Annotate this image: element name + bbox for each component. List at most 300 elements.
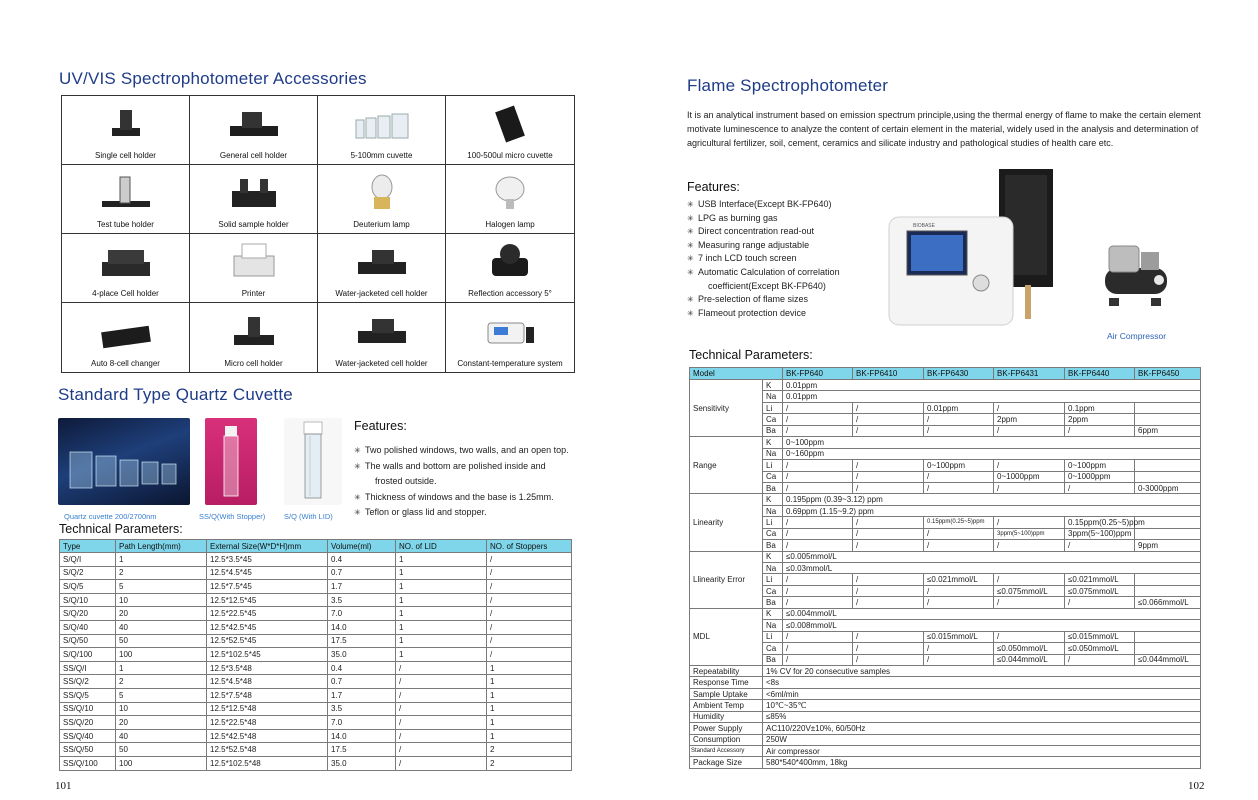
table-row bbox=[690, 460, 1201, 471]
table-row bbox=[60, 634, 572, 648]
table-cell: / bbox=[853, 425, 924, 436]
stopper-cuvette-photo bbox=[205, 418, 257, 505]
accessories-grid bbox=[61, 95, 575, 373]
accessory-cell bbox=[446, 234, 574, 303]
accessory-label: 5-100mm cuvette bbox=[350, 151, 413, 160]
parameter-name: Repeatability bbox=[690, 665, 763, 676]
table-cell: 1 bbox=[396, 607, 487, 621]
table-cell: ≤0.015mmol/L bbox=[924, 631, 994, 642]
table-cell: ≤0.021mmol/L bbox=[1065, 574, 1135, 585]
parameter-name: Linearity bbox=[690, 494, 763, 551]
element-symbol: K bbox=[763, 437, 783, 448]
table-cell: 12.5*4.5*48 bbox=[207, 675, 328, 689]
table-row bbox=[690, 711, 1201, 722]
element-symbol: Na bbox=[763, 391, 783, 402]
table-cell: / bbox=[994, 402, 1065, 413]
table-header-cell: BK-FP6431 bbox=[994, 368, 1065, 380]
table-cell: ≤0.021mmol/L bbox=[924, 574, 994, 585]
table-header-cell: Volume(ml) bbox=[328, 540, 396, 553]
table-cell: SS/Q/5 bbox=[60, 688, 116, 702]
table-cell: 1 bbox=[487, 661, 572, 675]
table-cell: 12.5*22.5*45 bbox=[207, 607, 328, 621]
table-cell: / bbox=[783, 574, 853, 585]
table-row bbox=[690, 471, 1201, 482]
parameter-name: Consumption bbox=[690, 734, 763, 745]
table-row bbox=[690, 597, 1201, 608]
element-symbol: Li bbox=[763, 517, 783, 528]
table-cell: 1 bbox=[396, 620, 487, 634]
auto-8-cell-changer-icon bbox=[94, 309, 158, 353]
accessory-cell bbox=[62, 303, 190, 372]
table-cell: / bbox=[783, 631, 853, 642]
flame-features-list bbox=[687, 198, 840, 320]
printer-icon bbox=[222, 240, 286, 284]
table-row bbox=[60, 620, 572, 634]
accessory-label: Water-jacketed cell holder bbox=[335, 359, 428, 368]
element-symbol: Ca bbox=[763, 528, 783, 539]
table-cell: / bbox=[853, 482, 924, 493]
table-cell: / bbox=[487, 607, 572, 621]
table-cell: / bbox=[924, 414, 994, 425]
table-cell: 2 bbox=[116, 566, 207, 580]
table-header-cell: BK-FP6430 bbox=[924, 368, 994, 380]
table-cell: 7.0 bbox=[328, 716, 396, 730]
table-cell: 20 bbox=[116, 607, 207, 621]
table-header-cell: Path Length(mm) bbox=[116, 540, 207, 553]
parameter-name: Ambient Temp bbox=[690, 700, 763, 711]
element-symbol: Ca bbox=[763, 414, 783, 425]
table-cell: 1 bbox=[396, 634, 487, 648]
table-cell: 12.5*52.5*48 bbox=[207, 743, 328, 757]
table-cell: 3.5 bbox=[328, 593, 396, 607]
table-cell: 9ppm bbox=[1135, 540, 1201, 551]
cuvette-tech-title: Technical Parameters: bbox=[59, 522, 183, 536]
table-cell: / bbox=[853, 528, 924, 539]
table-cell: / bbox=[396, 688, 487, 702]
table-cell: 1 bbox=[396, 553, 487, 567]
table-cell: ≤0.050mmol/L bbox=[994, 643, 1065, 654]
table-cell: / bbox=[783, 597, 853, 608]
cuvette-table bbox=[59, 539, 572, 771]
accessories-title: UV/VIS Spectrophotometer Accessories bbox=[59, 69, 367, 88]
table-cell: / bbox=[783, 540, 853, 551]
table-cell: Air compressor bbox=[763, 746, 1201, 757]
table-cell: / bbox=[853, 597, 924, 608]
table-row bbox=[690, 551, 1201, 562]
table-cell: / bbox=[1065, 482, 1135, 493]
air-compressor-label: Air Compressor bbox=[1107, 331, 1167, 341]
table-row bbox=[690, 528, 1201, 539]
table-cell: ≤0.050mmol/L bbox=[1065, 643, 1135, 654]
table-cell: 12.5*102.5*48 bbox=[207, 756, 328, 770]
element-symbol: Ba bbox=[763, 597, 783, 608]
table-row bbox=[690, 391, 1201, 402]
water-jacketed-cell-holder-icon bbox=[350, 309, 414, 353]
parameter-name: Llinearity Error bbox=[690, 551, 763, 608]
element-symbol: Ca bbox=[763, 471, 783, 482]
table-row bbox=[690, 414, 1201, 425]
table-cell bbox=[1135, 460, 1201, 471]
element-symbol: Ba bbox=[763, 654, 783, 665]
table-cell: / bbox=[783, 471, 853, 482]
table-row bbox=[60, 702, 572, 716]
constant-temperature-system-icon bbox=[478, 309, 542, 353]
table-row bbox=[690, 574, 1201, 585]
table-cell: 0~1000ppm bbox=[994, 471, 1065, 482]
feature-item: ✳ The walls and bottom are polished inside and bbox=[354, 459, 569, 475]
table-cell: 0.01ppm bbox=[783, 391, 1201, 402]
table-cell: 1 bbox=[487, 702, 572, 716]
table-cell: S/Q/2 bbox=[60, 566, 116, 580]
cuvette-features-list bbox=[354, 443, 569, 521]
table-cell: 0.1ppm bbox=[1065, 402, 1135, 413]
table-row bbox=[60, 566, 572, 580]
table-cell: 7.0 bbox=[328, 607, 396, 621]
table-cell: 2 bbox=[116, 675, 207, 689]
table-cell: / bbox=[924, 482, 994, 493]
accessory-label: Solid sample holder bbox=[218, 220, 289, 229]
table-cell: 100 bbox=[116, 756, 207, 770]
table-cell: 1.7 bbox=[328, 688, 396, 702]
table-row bbox=[690, 723, 1201, 734]
table-cell: / bbox=[994, 425, 1065, 436]
table-cell: 100 bbox=[116, 648, 207, 662]
table-cell: SS/Q/40 bbox=[60, 729, 116, 743]
accessory-cell bbox=[446, 96, 574, 165]
table-row bbox=[60, 756, 572, 770]
table-cell: 12.5*7.5*45 bbox=[207, 580, 328, 594]
element-symbol: Ca bbox=[763, 585, 783, 596]
table-cell: ≤0.004mmol/L bbox=[783, 608, 1201, 619]
feature-item: ✳ Direct concentration read-out bbox=[687, 225, 840, 239]
table-cell: / bbox=[1065, 597, 1135, 608]
table-cell bbox=[1135, 414, 1201, 425]
table-cell: 1 bbox=[487, 729, 572, 743]
table-cell: 12.5*52.5*45 bbox=[207, 634, 328, 648]
table-cell: 10 bbox=[116, 593, 207, 607]
parameter-name: Sensitivity bbox=[690, 380, 763, 437]
instrument-brand: BIOBASE bbox=[913, 223, 935, 229]
feature-item: ✳ 7 inch LCD touch screen bbox=[687, 252, 840, 266]
element-symbol: Na bbox=[763, 505, 783, 516]
table-row bbox=[60, 688, 572, 702]
table-cell: / bbox=[994, 631, 1065, 642]
table-cell: 12.5*4.5*45 bbox=[207, 566, 328, 580]
table-cell: 1 bbox=[487, 688, 572, 702]
table-cell: / bbox=[487, 593, 572, 607]
general-cell-holder-icon bbox=[222, 102, 286, 146]
table-cell: / bbox=[853, 402, 924, 413]
table-cell: / bbox=[783, 654, 853, 665]
table-cell: ≤0.044mmol/L bbox=[1135, 654, 1201, 665]
table-cell: 580*540*400mm, 18kg bbox=[763, 757, 1201, 768]
table-cell: / bbox=[994, 540, 1065, 551]
accessory-cell bbox=[190, 303, 318, 372]
feature-item: ✳ Flameout protection device bbox=[687, 307, 840, 321]
table-header-cell: BK-FP6450 bbox=[1135, 368, 1201, 380]
element-symbol: Li bbox=[763, 574, 783, 585]
table-cell: SS/Q/20 bbox=[60, 716, 116, 730]
table-cell: 14.0 bbox=[328, 729, 396, 743]
table-cell: ≤85% bbox=[763, 711, 1201, 722]
table-cell: 12.5*102.5*45 bbox=[207, 648, 328, 662]
table-cell: / bbox=[853, 517, 924, 528]
table-cell: 40 bbox=[116, 729, 207, 743]
table-cell: 0~100ppm bbox=[1065, 460, 1135, 471]
parameter-name: MDL bbox=[690, 608, 763, 665]
table-cell: 2 bbox=[487, 743, 572, 757]
table-cell: SS/Q/50 bbox=[60, 743, 116, 757]
table-cell bbox=[1135, 574, 1201, 585]
table-cell: 35.0 bbox=[328, 648, 396, 662]
deuterium-lamp-icon bbox=[350, 171, 414, 215]
feature-item: ✳ USB Interface(Except BK-FP640) bbox=[687, 198, 840, 212]
feature-item: ✳ Teflon or glass lid and stopper. bbox=[354, 505, 569, 521]
accessory-label: Test tube holder bbox=[97, 220, 154, 229]
table-row bbox=[690, 677, 1201, 688]
accessory-label: Reflection accessory 5° bbox=[468, 289, 552, 298]
accessory-label: Printer bbox=[241, 289, 266, 298]
table-cell: 5 bbox=[116, 688, 207, 702]
table-row bbox=[690, 425, 1201, 436]
accessory-label: General cell holder bbox=[219, 151, 288, 160]
accessory-cell bbox=[190, 165, 318, 234]
table-row bbox=[690, 700, 1201, 711]
table-cell: / bbox=[783, 482, 853, 493]
table-cell: / bbox=[924, 597, 994, 608]
table-cell: / bbox=[924, 654, 994, 665]
table-cell: / bbox=[396, 743, 487, 757]
table-header-cell: NO. of Stoppers bbox=[487, 540, 572, 553]
feature-item: ✳ Measuring range adjustable bbox=[687, 239, 840, 253]
table-cell: 10℃~35℃ bbox=[763, 700, 1201, 711]
element-symbol: Ba bbox=[763, 425, 783, 436]
quartz-cuvette-photo bbox=[58, 418, 190, 505]
table-cell: SS/Q/100 bbox=[60, 756, 116, 770]
table-cell: 50 bbox=[116, 743, 207, 757]
feature-item: ✳ LPG as burning gas bbox=[687, 212, 840, 226]
table-cell: 0.4 bbox=[328, 553, 396, 567]
accessory-cell bbox=[318, 303, 446, 372]
table-cell: 12.5*3.5*45 bbox=[207, 553, 328, 567]
element-symbol: Na bbox=[763, 563, 783, 574]
table-cell: / bbox=[924, 585, 994, 596]
table-cell: 1.7 bbox=[328, 580, 396, 594]
table-cell: 2ppm bbox=[1065, 414, 1135, 425]
table-row bbox=[60, 553, 572, 567]
table-row bbox=[690, 482, 1201, 493]
table-cell: 14.0 bbox=[328, 620, 396, 634]
table-cell: / bbox=[924, 528, 994, 539]
table-cell: 0.15ppm(0.25~5)ppm bbox=[1065, 517, 1135, 528]
table-cell bbox=[1135, 471, 1201, 482]
table-cell: / bbox=[487, 634, 572, 648]
table-header-cell: NO. of LID bbox=[396, 540, 487, 553]
accessory-cell bbox=[318, 96, 446, 165]
table-cell: 1 bbox=[487, 716, 572, 730]
table-cell: / bbox=[924, 425, 994, 436]
accessory-cell bbox=[318, 165, 446, 234]
table-cell: 1 bbox=[487, 675, 572, 689]
table-cell: / bbox=[853, 585, 924, 596]
accessory-cell bbox=[318, 234, 446, 303]
table-cell: 0~160ppm bbox=[783, 448, 1201, 459]
four-place-cell-holder-icon bbox=[94, 240, 158, 284]
feature-item: coefficient(Except BK-FP640) bbox=[708, 280, 826, 291]
table-cell: SS/Q/2 bbox=[60, 675, 116, 689]
table-cell: / bbox=[487, 620, 572, 634]
water-jacketed-cell-holder-icon bbox=[350, 240, 414, 284]
table-row bbox=[690, 643, 1201, 654]
element-symbol: K bbox=[763, 380, 783, 391]
element-symbol: K bbox=[763, 494, 783, 505]
table-cell: ≤0.066mmol/L bbox=[1135, 597, 1201, 608]
accessory-cell bbox=[190, 96, 318, 165]
table-cell: 3ppm(5~100)ppm bbox=[994, 528, 1065, 539]
table-cell: / bbox=[783, 460, 853, 471]
table-cell: / bbox=[487, 566, 572, 580]
table-cell: 1 bbox=[396, 566, 487, 580]
element-symbol: Li bbox=[763, 460, 783, 471]
parameter-name: Sample Uptake bbox=[690, 688, 763, 699]
table-row bbox=[60, 729, 572, 743]
table-row bbox=[690, 517, 1201, 528]
table-row bbox=[60, 716, 572, 730]
accessory-cell bbox=[62, 165, 190, 234]
table-cell: SS/Q/10 bbox=[60, 702, 116, 716]
table-cell: 12.5*22.5*48 bbox=[207, 716, 328, 730]
table-cell: 0.69ppm (1.15~9.2) ppm bbox=[783, 505, 1201, 516]
table-cell: / bbox=[396, 756, 487, 770]
table-cell: 0~100ppm bbox=[924, 460, 994, 471]
table-row bbox=[690, 540, 1201, 551]
table-cell: / bbox=[853, 471, 924, 482]
table-cell: ≤0.075mmol/L bbox=[1065, 585, 1135, 596]
table-cell: SS/Q/I bbox=[60, 661, 116, 675]
table-cell: ≤0.015mmol/L bbox=[1065, 631, 1135, 642]
table-cell bbox=[1135, 631, 1201, 642]
parameter-name: Power Supply bbox=[690, 723, 763, 734]
table-row bbox=[690, 608, 1201, 619]
accessory-label: Halogen lamp bbox=[485, 220, 535, 229]
table-cell: 250W bbox=[763, 734, 1201, 745]
parameter-name: Range bbox=[690, 437, 763, 494]
table-header-cell: BK-FP6440 bbox=[1065, 368, 1135, 380]
table-row bbox=[690, 437, 1201, 448]
table-cell: / bbox=[783, 528, 853, 539]
table-cell bbox=[1135, 402, 1201, 413]
table-cell: S/Q/5 bbox=[60, 580, 116, 594]
table-cell: / bbox=[783, 517, 853, 528]
parameter-name: Package Size bbox=[690, 757, 763, 768]
table-row bbox=[690, 746, 1201, 757]
table-row bbox=[690, 734, 1201, 745]
right-page bbox=[629, 0, 1258, 800]
accessory-label: Constant-temperature system bbox=[457, 359, 563, 368]
flame-spectrophotometer-photo bbox=[879, 165, 1079, 335]
parameter-name: Humidity bbox=[690, 711, 763, 722]
cuvette-features-title: Features: bbox=[354, 419, 407, 433]
accessory-label: Auto 8-cell changer bbox=[91, 359, 160, 368]
table-cell: 0.7 bbox=[328, 675, 396, 689]
lid-cuvette-photo bbox=[284, 418, 342, 505]
table-cell: / bbox=[1065, 654, 1135, 665]
table-row bbox=[60, 593, 572, 607]
table-cell: / bbox=[487, 648, 572, 662]
feature-item: ✳ Automatic Calculation of correlation bbox=[687, 266, 840, 280]
cuvette-caption-1: Quartz cuvette 200/2700nm bbox=[64, 512, 157, 521]
table-cell: S/Q/40 bbox=[60, 620, 116, 634]
table-cell bbox=[1135, 585, 1201, 596]
table-cell: 6ppm bbox=[1135, 425, 1201, 436]
table-cell: / bbox=[853, 643, 924, 654]
table-row bbox=[690, 620, 1201, 631]
cuvette-caption-3: S/Q (With LID) bbox=[284, 512, 333, 521]
table-row bbox=[690, 494, 1201, 505]
table-cell: / bbox=[853, 631, 924, 642]
table-row bbox=[60, 743, 572, 757]
reflection-accessory-icon bbox=[478, 240, 542, 284]
accessory-label: Water-jacketed cell holder bbox=[335, 289, 428, 298]
table-cell: 1 bbox=[116, 553, 207, 567]
table-cell: 1 bbox=[396, 648, 487, 662]
table-cell: 0.7 bbox=[328, 566, 396, 580]
table-cell: / bbox=[783, 585, 853, 596]
table-cell: S/Q/10 bbox=[60, 593, 116, 607]
cuvette-icon bbox=[350, 102, 414, 146]
element-symbol: Ba bbox=[763, 540, 783, 551]
table-cell: / bbox=[994, 482, 1065, 493]
page-number-left: 101 bbox=[55, 780, 72, 792]
table-row bbox=[690, 505, 1201, 516]
table-cell: ≤0.075mmol/L bbox=[994, 585, 1065, 596]
accessory-cell bbox=[446, 303, 574, 372]
table-cell: AC110/220V±10%, 60/50Hz bbox=[763, 723, 1201, 734]
table-cell: 0-3000ppm bbox=[1135, 482, 1201, 493]
table-header-cell: Model bbox=[690, 368, 783, 380]
table-cell: 1 bbox=[116, 661, 207, 675]
table-cell: / bbox=[396, 702, 487, 716]
table-cell: / bbox=[994, 574, 1065, 585]
table-cell: / bbox=[924, 643, 994, 654]
test-tube-holder-icon bbox=[94, 171, 158, 215]
feature-item: ✳ Thickness of windows and the base is 1.25mm. bbox=[354, 490, 569, 506]
table-cell: / bbox=[853, 574, 924, 585]
table-cell: / bbox=[994, 517, 1065, 528]
table-cell: / bbox=[853, 414, 924, 425]
table-cell: / bbox=[994, 597, 1065, 608]
table-cell: S/Q/20 bbox=[60, 607, 116, 621]
table-cell: 12.5*3.5*48 bbox=[207, 661, 328, 675]
table-row bbox=[690, 654, 1201, 665]
table-cell: / bbox=[396, 729, 487, 743]
feature-item: frosted outside. bbox=[375, 476, 437, 487]
table-cell: 1% CV for 20 consecutive samples bbox=[763, 665, 1201, 676]
page-number-right: 102 bbox=[1188, 780, 1205, 792]
air-compressor-photo bbox=[1099, 240, 1179, 312]
solid-sample-holder-icon bbox=[222, 171, 286, 215]
table-row bbox=[690, 757, 1201, 768]
table-cell: 1 bbox=[396, 580, 487, 594]
table-cell: 0.01ppm bbox=[924, 402, 994, 413]
table-header-cell: BK-FP6410 bbox=[853, 368, 924, 380]
table-cell: / bbox=[924, 540, 994, 551]
table-cell: ≤0.044mmol/L bbox=[994, 654, 1065, 665]
table-cell: 0~1000ppm bbox=[1065, 471, 1135, 482]
table-cell: / bbox=[853, 654, 924, 665]
halogen-lamp-icon bbox=[478, 171, 542, 215]
feature-item: ✳ Two polished windows, two walls, and an open top. bbox=[354, 443, 569, 459]
